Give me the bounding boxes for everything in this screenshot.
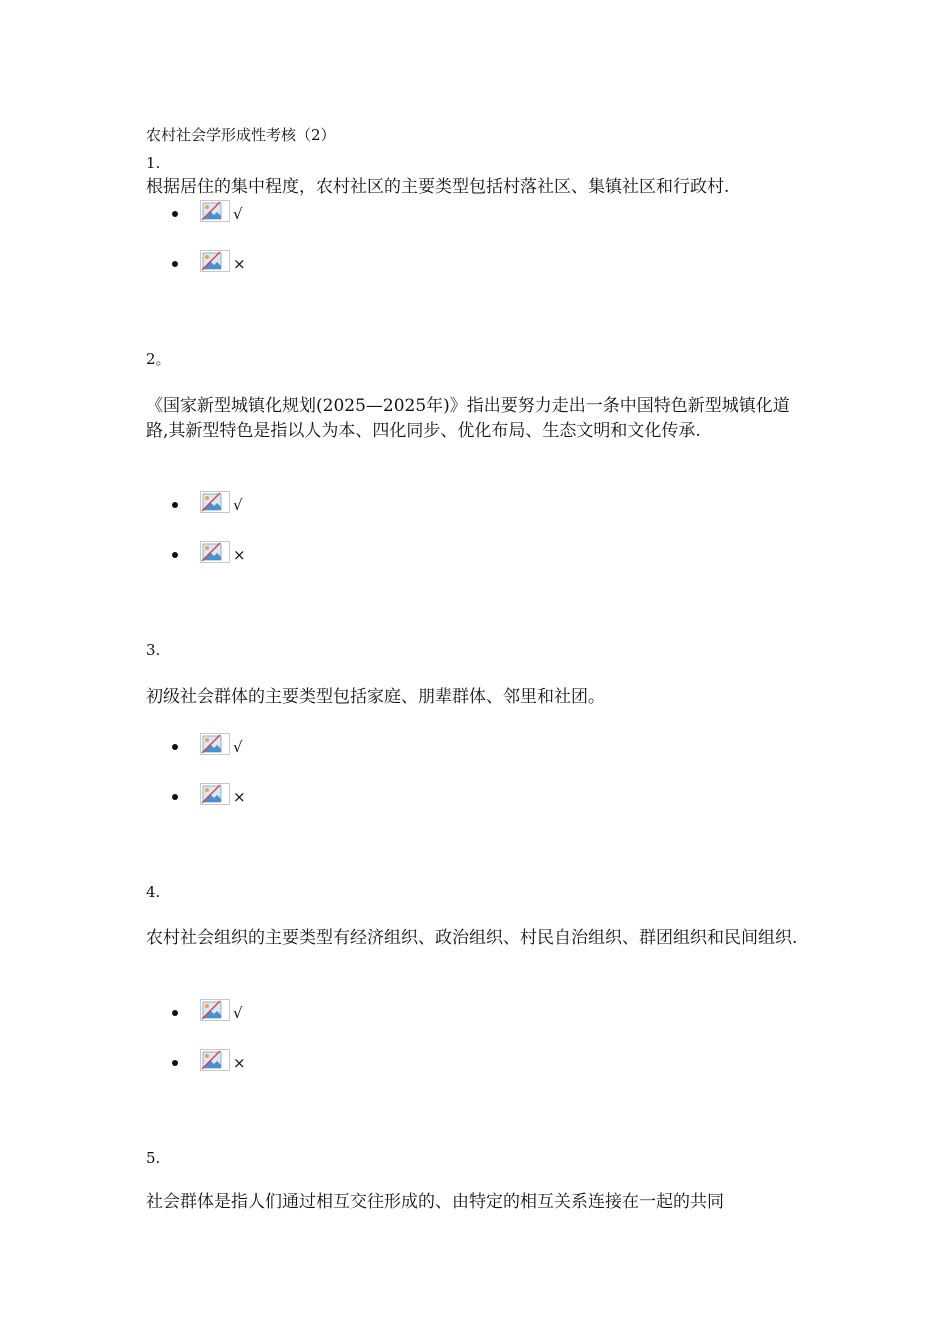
question-number: 2。 — [146, 350, 171, 368]
question-number: 4. — [146, 883, 161, 901]
broken-image-icon — [200, 200, 230, 222]
broken-image-icon — [200, 999, 230, 1021]
question-text: 根据居住的集中程度，农村社区的主要类型包括村落社区、集镇社区和行政村. — [146, 177, 730, 197]
option-true[interactable] — [172, 997, 243, 1023]
question-text: 农村社会组织的主要类型有经济组织、政治组织、村民自治组织、群团组织和民间组织. — [146, 928, 798, 948]
question-number: 5. — [146, 1149, 161, 1167]
bullet — [172, 261, 178, 267]
question-text: 《国家新型城镇化规划(2025—2025年)》指出要努力走出一条中国特色新型城镇化道路,其新型特色是指以人为本、四化同步、优化布局、生态文明和文化传承. — [146, 396, 790, 441]
broken-image-icon — [200, 1049, 230, 1071]
bullet — [172, 502, 178, 508]
broken-image-icon — [200, 491, 230, 513]
option-true[interactable] — [172, 198, 243, 224]
question-number: 3. — [146, 641, 161, 659]
option-false[interactable] — [172, 539, 246, 565]
bullet — [172, 1060, 178, 1066]
true-mark: √ — [233, 738, 243, 756]
question-number: 1. — [146, 154, 161, 172]
option-true[interactable] — [172, 731, 243, 757]
broken-image-icon — [200, 783, 230, 805]
broken-image-icon — [200, 541, 230, 563]
document-title: 农村社会学形成性考核（2） — [146, 126, 336, 144]
false-mark: × — [233, 255, 246, 273]
true-mark: √ — [233, 1004, 243, 1022]
question-text: 社会群体是指人们通过相互交往形成的、由特定的相互关系连接在一起的共同 — [146, 1192, 724, 1212]
bullet — [172, 211, 178, 217]
false-mark: × — [233, 1054, 246, 1072]
option-false[interactable] — [172, 781, 246, 807]
bullet — [172, 552, 178, 558]
false-mark: × — [233, 546, 246, 564]
broken-image-icon — [200, 250, 230, 272]
question-text: 初级社会群体的主要类型包括家庭、朋辈群体、邻里和社团。 — [146, 687, 605, 707]
option-false[interactable] — [172, 248, 246, 274]
true-mark: √ — [233, 496, 243, 514]
bullet — [172, 794, 178, 800]
broken-image-icon — [200, 733, 230, 755]
option-false[interactable] — [172, 1047, 246, 1073]
bullet — [172, 744, 178, 750]
bullet — [172, 1010, 178, 1016]
option-true[interactable] — [172, 489, 243, 515]
true-mark: √ — [233, 205, 243, 223]
false-mark: × — [233, 788, 246, 806]
